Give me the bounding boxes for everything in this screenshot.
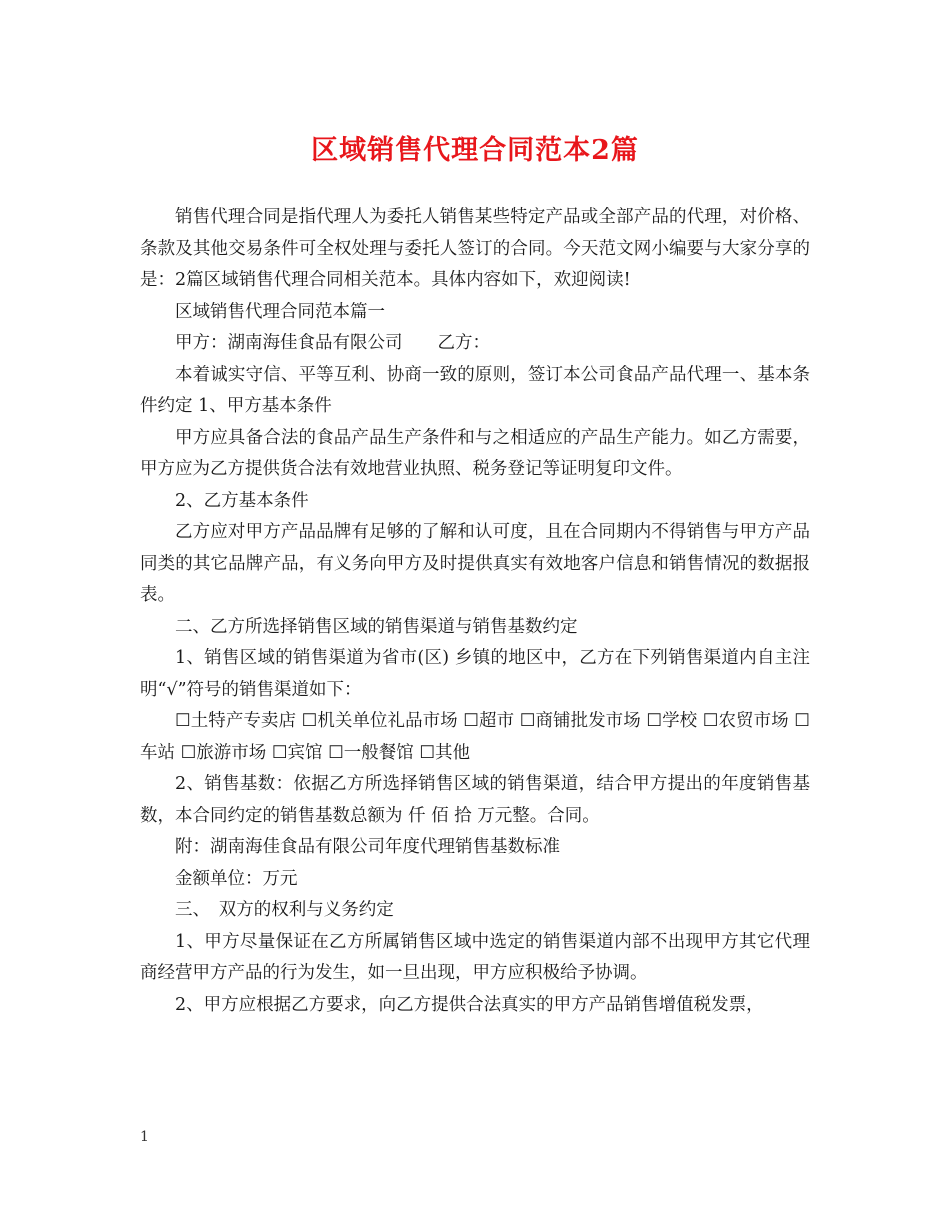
parties-line: 甲方：湖南海佳食品有限公司 乙方： (175, 333, 490, 353)
section-heading: 区域销售代理合同范本篇一 (175, 301, 385, 322)
paragraph: 销售代理合同是指代理人为委托人销售某些特定产品或全部产品的代理，对价格、条款及其他交易条件可全权处理与委托人签订的合同。今天范文网小编要与大家分享的是：2篇区域销售代理合同相关范本。具体内容如下，欢迎阅读! (140, 207, 810, 290)
channel-checklist: ☐土特产专卖店 ☐机关单位礼品市场 ☐超市 ☐商铺批发市场 ☐学校 ☐农贸市场 ☐车站 ☐旅游市场 ☐宾馆 ☐一般餐馆 ☐其他 (140, 711, 810, 763)
paragraph: 2、甲方应根据乙方要求，向乙方提供合法真实的甲方产品销售增值税发票， (175, 994, 764, 1015)
paragraph: 乙方应对甲方产品品牌有足够的了解和认可度，且在合同期内不得销售与甲方产品同类的其它品牌产品，有义务向甲方及时提供真实有效地客户信息和销售情况的数据报表。 (140, 522, 810, 605)
paragraph: 2、销售基数：依据乙方所选择销售区域的销售渠道，结合甲方提出的年度销售基数，本合同约定的销售基数总额为 仟 佰 拾 万元整。合同。 (140, 774, 810, 826)
clause-heading: 二、乙方所选择销售区域的销售渠道与销售基数约定 (175, 616, 578, 637)
paragraph: 1、销售区域的销售渠道为省市(区) 乡镇的地区中，乙方在下列销售渠道内自主注明“√”符号的销售渠道如下： (140, 648, 810, 700)
document-body (140, 202, 810, 1021)
paragraph: 本着诚实守信、平等互利、协商一致的原则，签订本公司食品产品代理一、基本条件约定 1、甲方基本条件 (140, 364, 810, 416)
paragraph: 金额单位：万元 (175, 868, 298, 889)
paragraph: 1、甲方尽量保证在乙方所属销售区域中选定的销售渠道内部不出现甲方其它代理商经营甲方产品的行为发生，如一旦出现，甲方应积极给予协调。 (140, 931, 810, 983)
clause-heading: 2、乙方基本条件 (175, 490, 309, 511)
page-number: 1 (140, 1129, 149, 1145)
document-title: 区域销售代理合同范本2篇 (311, 135, 639, 166)
clause-heading: 三、 双方的权利与义务约定 (175, 900, 394, 920)
paragraph: 甲方应具备合法的食品产品生产条件和与之相适应的产品生产能力。如乙方需要，甲方应为乙方提供货合法有效地营业执照、税务登记等证明复印文件。 (140, 427, 810, 479)
paragraph: 附：湖南海佳食品有限公司年度代理销售基数标准 (175, 837, 560, 857)
